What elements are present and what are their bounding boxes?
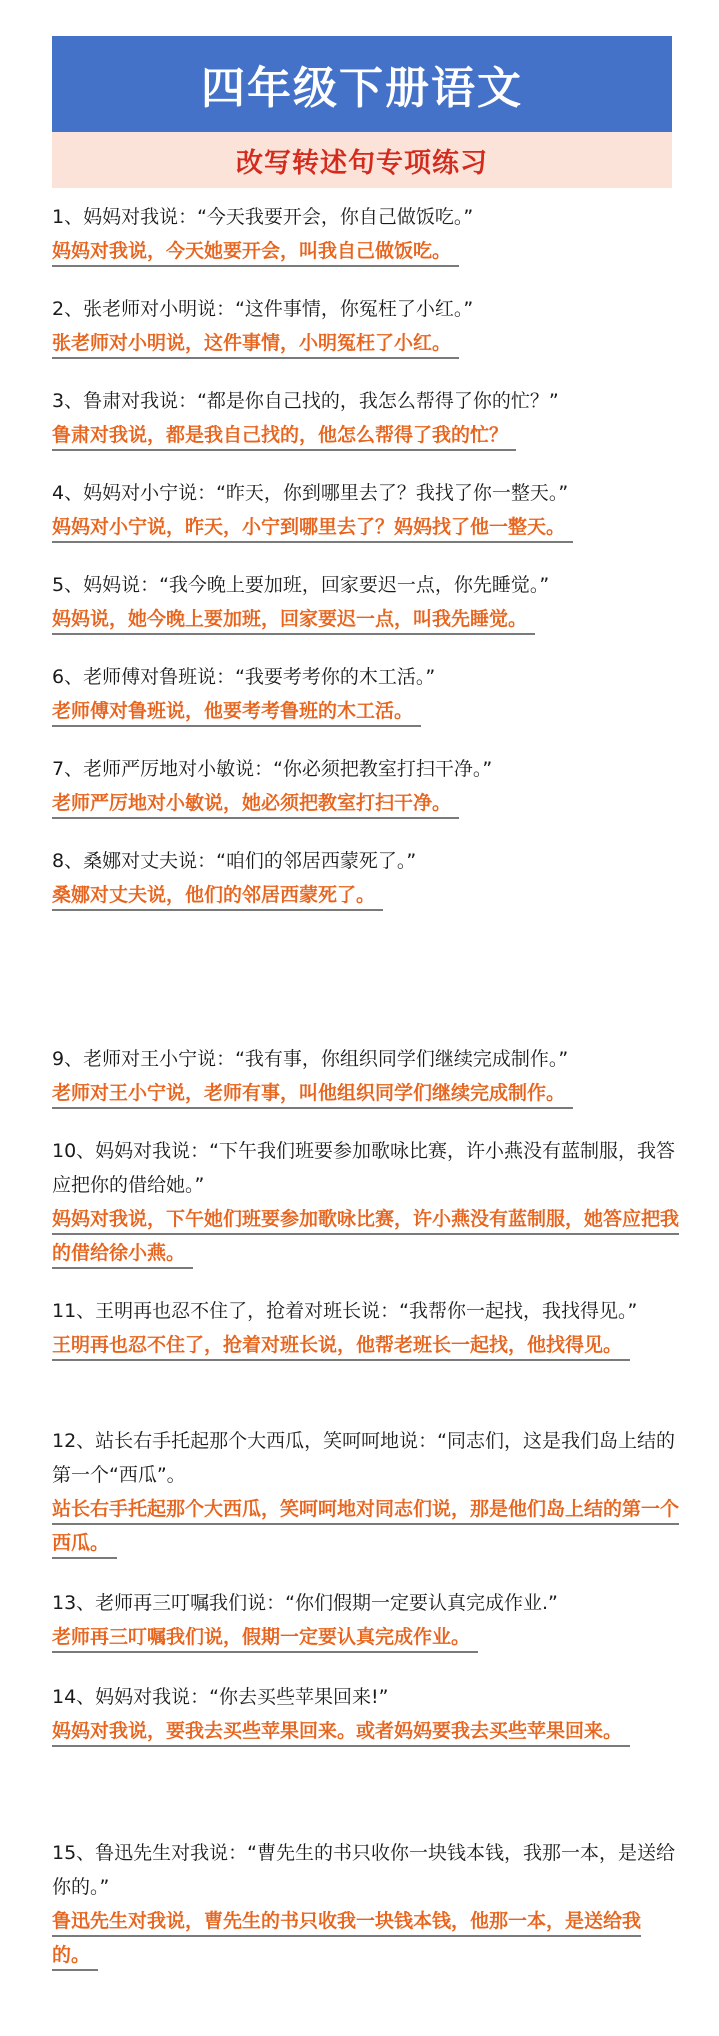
question-text: 15、鲁迅先生对我说：“曹先生的书只收你一块钱本钱，我那一本，是送给你的。” — [52, 1842, 676, 1898]
exercise-item-11 — [52, 1294, 682, 1362]
exercise-item-7 — [52, 752, 682, 820]
answer-text: 妈妈对我说，要我去买些苹果回来。或者妈妈要我去买些苹果回来。 — [52, 1720, 630, 1747]
question-text: 12、站长右手托起那个大西瓜，笑呵呵地说：“同志们，这是我们岛上结的第一个“西瓜”。 — [52, 1430, 676, 1486]
question-text: 9、老师对王小宁说：“我有事，你组织同学们继续完成制作。” — [52, 1048, 569, 1070]
answer-text: 老师傅对鲁班说，他要考考鲁班的木工活。 — [52, 700, 421, 727]
page-subtitle: 改写转述句专项练习 — [236, 147, 488, 179]
question-text: 2、张老师对小明说：“这件事情，你冤枉了小红。” — [52, 298, 474, 320]
answer-text: 妈妈对小宁说，昨天，小宁到哪里去了？妈妈找了他一整天。 — [52, 516, 573, 543]
question-text: 11、王明再也忍不住了，抢着对班长说：“我帮你一起找，我找得见。” — [52, 1300, 638, 1322]
answer-text: 妈妈说，她今晚上要加班，回家要迟一点，叫我先睡觉。 — [52, 608, 535, 635]
question-text: 1、妈妈对我说：“今天我要开会，你自己做饭吃。” — [52, 206, 474, 228]
answer-text: 妈妈对我说，今天她要开会，叫我自己做饭吃。 — [52, 240, 459, 267]
exercise-item-10 — [52, 1134, 682, 1270]
exercise-item-5 — [52, 568, 682, 636]
exercise-item-9 — [52, 1042, 682, 1110]
answer-text: 站长右手托起那个大西瓜，笑呵呵地对同志们说，那是他们岛上结的第一个西瓜。 — [52, 1498, 679, 1559]
answer-text: 老师对王小宁说，老师有事，叫他组织同学们继续完成制作。 — [52, 1082, 573, 1109]
answer-text: 老师再三叮嘱我们说，假期一定要认真完成作业。 — [52, 1626, 478, 1653]
exercise-item-4 — [52, 476, 682, 544]
exercise-item-12 — [52, 1424, 682, 1560]
question-text: 4、妈妈对小宁说：“昨天，你到哪里去了？我找了你一整天。” — [52, 482, 569, 504]
question-text: 14、妈妈对我说：“你去买些苹果回来!” — [52, 1686, 389, 1708]
answer-text: 鲁迅先生对我说，曹先生的书只收我一块钱本钱，他那一本，是送给我的。 — [52, 1910, 641, 1971]
answer-text: 妈妈对我说，下午她们班要参加歌咏比赛，许小燕没有蓝制服，她答应把我的借给徐小燕。 — [52, 1208, 679, 1269]
answer-text: 王明再也忍不住了，抢着对班长说，他帮老班长一起找，他找得见。 — [52, 1334, 630, 1361]
exercise-item-6 — [52, 660, 682, 728]
answer-text: 老师严厉地对小敏说，她必须把教室打扫干净。 — [52, 792, 459, 819]
question-text: 13、老师再三叮嘱我们说：“你们假期一定要认真完成作业.” — [52, 1592, 558, 1614]
page-title: 四年级下册语文 — [201, 63, 523, 114]
question-text: 3、鲁肃对我说：“都是你自己找的，我怎么帮得了你的忙？” — [52, 390, 559, 412]
question-text: 8、桑娜对丈夫说：“咱们的邻居西蒙死了。” — [52, 850, 417, 872]
question-text: 10、妈妈对我说：“下午我们班要参加歌咏比赛，许小燕没有蓝制服，我答应把你的借给她。” — [52, 1140, 676, 1196]
exercise-item-8 — [52, 844, 682, 912]
exercise-item-13 — [52, 1586, 682, 1654]
answer-text: 桑娜对丈夫说，他们的邻居西蒙死了。 — [52, 884, 383, 911]
exercise-item-14 — [52, 1680, 682, 1748]
exercise-item-3 — [52, 384, 682, 452]
answer-text: 鲁肃对我说，都是我自己找的，他怎么帮得了我的忙？ — [52, 424, 516, 451]
subtitle-banner — [52, 132, 672, 188]
exercise-item-2 — [52, 292, 682, 360]
exercise-item-15 — [52, 1836, 682, 1972]
question-text: 5、妈妈说：“我今晚上要加班，回家要迟一点，你先睡觉。” — [52, 574, 550, 596]
title-banner — [52, 36, 672, 132]
answer-text: 张老师对小明说，这件事情，小明冤枉了小红。 — [52, 332, 459, 359]
question-text: 6、老师傅对鲁班说：“我要考考你的木工活。” — [52, 666, 436, 688]
question-text: 7、老师严厉地对小敏说：“你必须把教室打扫干净。” — [52, 758, 493, 780]
exercise-item-1 — [52, 200, 682, 268]
